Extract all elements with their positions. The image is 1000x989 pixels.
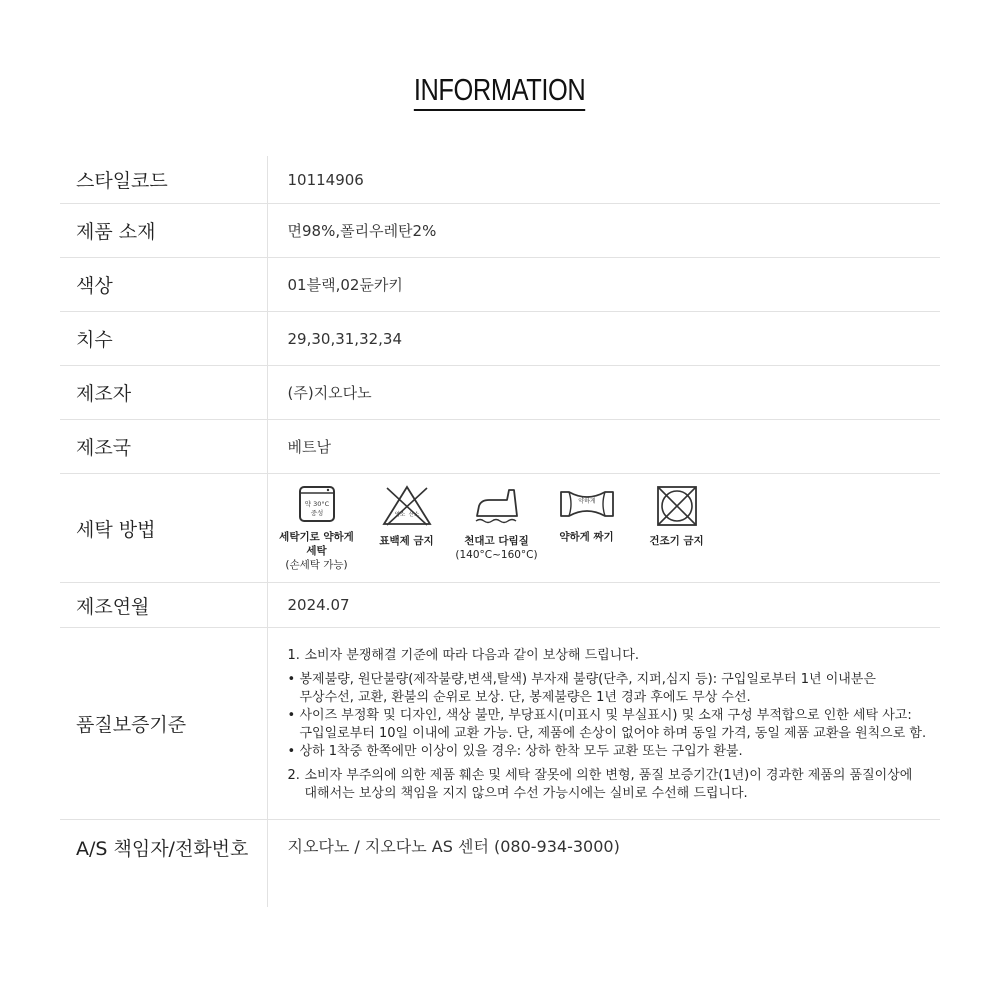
no-bleach-caption [364,534,450,548]
quality-bullet: • 봉제불량, 원단불량(제작불량,변색,탈색) 부자재 불량(단추, 지퍼,심지 등): 구입일로부터 1년 이내분은 무상수선, 교환, 환불의 순위로 보상. 단, 봉제불량은 1년 경과 후에도 무상 수선. [287,671,876,705]
quality-item-2-line1: 소비자 부주의에 의한 제품 훼손 및 세탁 잘못에 의한 변형, 품질 보증기간(1년)이 경과한 제품의 품질이상에 [304,767,913,783]
iron-cloth-icon [473,484,521,528]
row-style-code [60,156,940,204]
washing-label: 세탁 방법 [60,474,267,583]
product-info-table [60,156,940,907]
date-label: 제조연월 [60,583,267,628]
quality-item-1-num: 1. [287,647,300,663]
quality-bullet-2-line1: 사이즈 부정확 및 디자인, 색상 불만, 부당표시(미표시 및 부실표시) 및 소재 구성 부적합으로 인한 세탁 사고: [299,707,912,723]
row-date [60,583,940,628]
quality-bullet-2-line2: 구입일로부터 10일 이내에 교환 가능. 단, 제품에 손상이 없어야 하며 동일 가격, 동일 제품 교환을 원칙으로 함. [299,725,927,741]
quality-bullet: • 상하 1착중 한쪽에만 이상이 있을 경우: 상하 한착 모두 교환 또는 구입가 환불. [287,743,743,759]
wring-gentle-text: 약하게 [577,498,596,505]
color-value: 01블랙,02듄카키 [267,258,940,312]
size-label: 치수 [60,312,267,366]
quality-item-1 [288,647,941,665]
bleach-oxygen-text: 산소 [408,512,419,518]
page-title [0,72,1000,111]
iron-caption [454,534,540,562]
care-item-machine-wash [274,484,360,572]
quality-bullet-3-line1: 상하 1착중 한쪽에만 이상이 있을 경우: 상하 한착 모두 교환 또는 구입가 환불. [299,743,743,759]
no-tumble-dry-icon [655,484,699,528]
country-value: 베트남 [267,420,940,474]
color-label: 색상 [60,258,267,312]
as-value: 지오다노 / 지오다노 AS 센터 (080-934-3000) [287,837,620,856]
size-value: 29,30,31,32,34 [267,312,940,366]
no-tumble-dry-caption-text: 건조기 금지 [649,535,704,547]
bleach-chlorine-text: 염소 [394,512,405,518]
gentle-wring-caption-text: 약하게 짜기 [559,531,614,543]
gentle-wring-caption [544,530,630,544]
care-item-no-tumble-dry [634,484,720,548]
care-item-no-bleach [364,484,450,548]
quality-item-2-line2: 대해서는 보상의 책임을 지지 않으며 수선 가능시에는 실비로 수선해 드립니다. [304,785,748,801]
care-item-iron [454,484,540,562]
page-title-text: INFORMATION [414,72,586,111]
quality-bullet: • 사이즈 부정확 및 디자인, 색상 불만, 부당표시(미표시 및 부실표시) 및 소재 구성 부적합으로 인한 세탁 사고: 구입일로부터 10일 이내에 교환 가능. 단, 제품에 손상이 없어야 하며 동일 가격, 동일 제품 교환을 원칙으로 함. [287,707,927,741]
material-value: 면98%,폴리우레탄2% [267,204,940,258]
care-item-gentle-wring [544,484,630,544]
quality-value [267,628,940,820]
care-icons [274,484,941,572]
wash-temp-text: 약 30°C [304,500,329,508]
manufacturer-value: (주)지오다노 [267,366,940,420]
iron-caption-text: 천대고 다림질 [464,535,529,547]
quality-bullet-1-line2: 무상수선, 교환, 환불의 순위로 보상. 단, 봉제불량은 1년 경과 후에도 무상 수선. [299,689,751,705]
no-bleach-icon [381,484,433,528]
row-size [60,312,940,366]
no-bleach-caption-text: 표백제 금지 [379,535,434,547]
material-label: 제품 소재 [60,204,267,258]
quality-text [288,645,941,803]
row-washing [60,474,940,583]
machine-wash-caption [274,530,360,572]
quality-item-2 [288,767,941,803]
quality-label: 품질보증기준 [60,628,267,820]
no-tumble-dry-caption [634,534,720,548]
quality-item-2-num: 2. [287,767,300,783]
machine-wash-icon [297,484,337,524]
gentle-wring-icon [557,484,617,524]
date-value: 2024.07 [267,583,940,628]
quality-bullets [288,671,941,761]
washing-value [267,474,940,583]
wash-detergent-text: 중성 [310,509,323,517]
row-color [60,258,940,312]
row-as [60,820,940,908]
iron-sub-text: (140°C~160°C) [455,549,538,561]
as-label: A/S 책임자/전화번호 [60,820,267,908]
row-quality [60,628,940,820]
row-material [60,204,940,258]
manufacturer-label: 제조자 [60,366,267,420]
quality-item-1-text: 소비자 분쟁해결 기준에 따라 다음과 같이 보상해 드립니다. [304,647,639,663]
row-manufacturer [60,366,940,420]
country-label: 제조국 [60,420,267,474]
row-country [60,420,940,474]
style-code-label: 스타일코드 [60,156,267,204]
machine-wash-caption-text: 세탁기로 약하게 세탁 [279,531,354,557]
style-code-value: 10114906 [267,156,940,204]
quality-bullet-1-line1: 봉제불량, 원단불량(제작불량,변색,탈색) 부자재 불량(단추, 지퍼,심지 등): 구입일로부터 1년 이내분은 [299,671,876,687]
machine-wash-sub-text: (손세탁 가능) [285,559,348,571]
